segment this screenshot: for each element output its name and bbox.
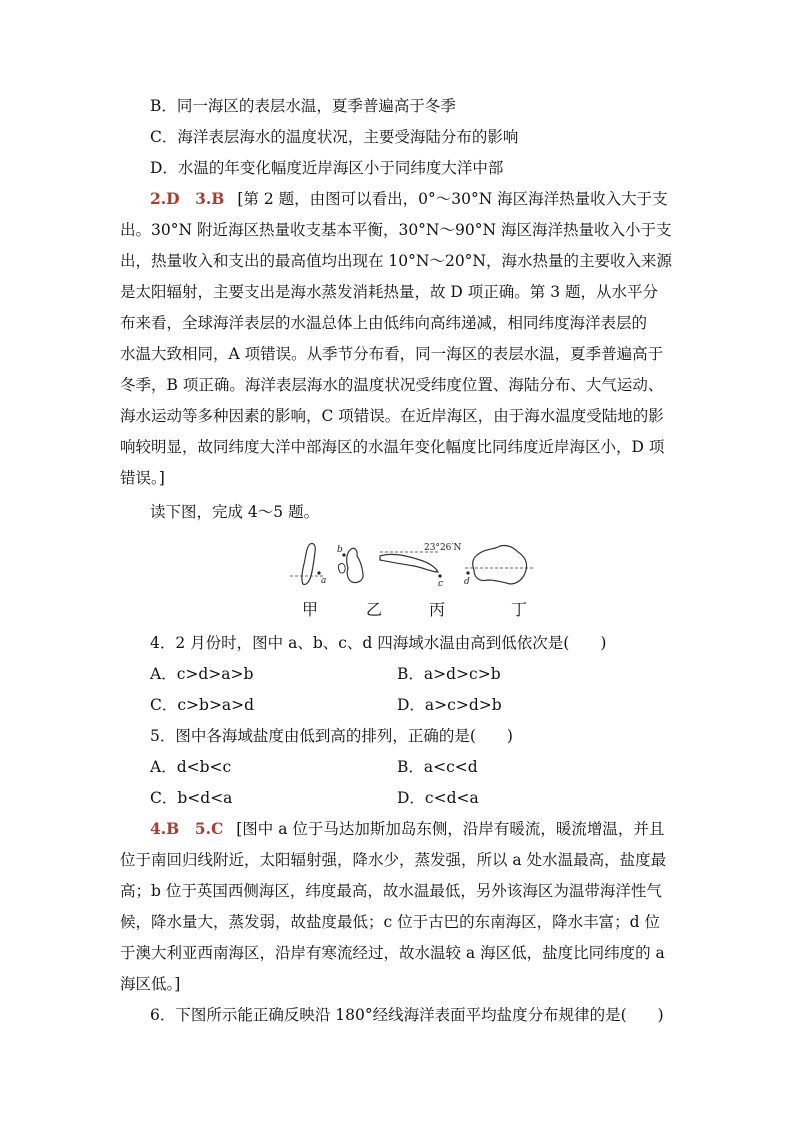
q5-option-c: C．b<d<a (150, 789, 233, 807)
answer-label: 2.D 3.B (150, 189, 225, 208)
answer-line: 位于南回归线附近，太阳辐射强，降水少，蒸发强，所以 a 处水温最高，盐度最 (120, 851, 667, 869)
answer-line (150, 189, 668, 209)
answer-line: 出，热量收入和支出的最高值均出现在 10°N～20°N，海水热量的主要收入来源 (120, 252, 673, 270)
q5-option-b: B．a<c<d (397, 758, 478, 776)
map-figure (280, 538, 550, 594)
map-label-jia: 甲 (302, 600, 319, 619)
answer-line: 高；b 位于英国西侧海区，纬度最高，故水温最低，另外该海区为温带海洋性气 (120, 882, 662, 900)
point-b-label: b (337, 545, 343, 555)
point-a-label: a (321, 576, 327, 586)
answer-line: 水温大致相同，A 项错误。从季节分布看，同一海区的表层水温，夏季普遍高于 (120, 345, 664, 363)
option-D: D．水温的年变化幅度近岸海区小于同纬度大洋中部 (150, 159, 504, 177)
q4-option-d: D．a>c>d>b (397, 696, 502, 714)
answer-line: 候，降水量大，蒸发弱，故盐度最低；c 位于古巴的东南海区，降水丰富；d 位 (120, 913, 660, 931)
option-B: B．同一海区的表层水温，夏季普遍高于冬季 (150, 97, 456, 115)
point-b-marker (342, 553, 345, 556)
question-5-stem: 5．图中各海域盐度由低到高的排列，正确的是( ) (150, 727, 513, 745)
point-d-label: d (464, 577, 470, 587)
answer-line: 海水运动等多种因素的影响，C 项错误。在近岸海区，由于海水温度受陆地的影 (120, 407, 664, 425)
answer-label: 4.B 5.C (150, 819, 224, 838)
britain-outline (347, 548, 363, 582)
answer-text: [图中 a 位于马达加斯加岛东侧，沿岸有暖流，暖流增温，并且 (236, 820, 665, 838)
australia-outline (473, 545, 527, 584)
latitude-label: 23°26′N (424, 543, 462, 553)
q5-option-a: A．d<b<c (150, 758, 232, 776)
q4-option-a: A．c>d>a>b (150, 665, 254, 683)
point-c-label: c (438, 579, 444, 589)
point-c-marker (438, 574, 441, 577)
question-6-stem: 6．下图所示能正确反映沿 180°经线海洋表面平均盐度分布规律的是( ) (150, 1006, 664, 1024)
question-4-stem: 4．2 月份时，图中 a、b、c、d 四海域水温由高到低依次是( ) (150, 634, 607, 652)
option-C: C．海洋表层海水的温度状况，主要受海陆分布的影响 (150, 128, 519, 146)
answer-line: 是太阳辐射，主要支出是海水蒸发消耗热量，故 D 项正确。第 3 题，从水平分 (120, 283, 658, 301)
answer-line: 海区低。] (120, 975, 181, 993)
q5-option-d: D．c<d<a (397, 789, 479, 807)
answer-text: [第 2 题，由图可以看出，0°～30°N 海区海洋热量收入大于支 (237, 190, 668, 208)
map-label-bing: 丙 (429, 600, 446, 619)
answer-line: 于澳大利亚西南海区，沿岸有寒流经过，故水温较 a 海区低，盐度比同纬度的 a (120, 944, 665, 962)
map-svg (280, 538, 550, 594)
answer-line (150, 819, 664, 839)
answer-line: 错误。] (120, 469, 165, 487)
point-a-marker (317, 571, 320, 574)
answer-line: 布来看，全球海洋表层的水温总体上由低纬向高纬递减，相同纬度海洋表层的 (120, 314, 648, 332)
madagascar-outline (302, 543, 315, 584)
q4-option-b: B．a>d>c>b (397, 665, 501, 683)
answer-line: 出。30°N 附近海区热量收支基本平衡，30°N～90°N 海区海洋热量收入小于支 (120, 221, 672, 239)
answer-line: 冬季，B 项正确。海洋表层海水的温度状况受纬度位置、海陆分布、大气运动、 (120, 376, 664, 394)
read-prompt: 读下图，完成 4～5 题。 (150, 503, 320, 521)
map-label-yi: 乙 (366, 600, 383, 619)
cuba-outline (380, 554, 438, 572)
answer-line: 响较明显，故同纬度大洋中部海区的水温年变化幅度比同纬度近岸海区小，D 项 (120, 438, 665, 456)
ireland-outline (338, 563, 345, 573)
point-d-marker (466, 571, 469, 574)
map-label-ding: 丁 (511, 600, 528, 619)
q4-option-c: C．c>b>a>d (150, 696, 255, 714)
